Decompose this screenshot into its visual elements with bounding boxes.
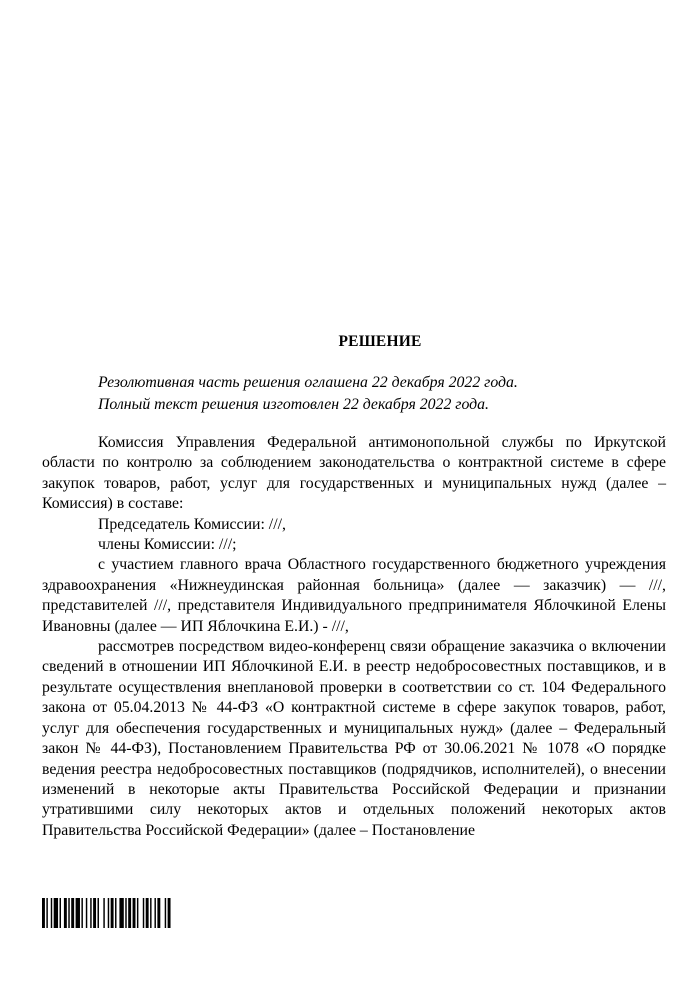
barcode-bar (71, 898, 74, 928)
barcode-bar (51, 898, 52, 928)
barcode-bar (157, 898, 160, 928)
barcode-bar (54, 898, 58, 928)
barcode-bar (46, 898, 47, 928)
barcode-bar (60, 898, 61, 928)
review-paragraph: рассмотрев посредством видео-конференц связи обращение заказчика о включении сведений в отношении ИП Яблочкиной Е.И. в реестр недобросовестных поставщиков, и в результате осуществления внеплановой проверки в соответствии со ст. 104 Федерального закона от 05.04.2013 № 44-ФЗ «О контрактной системе в сфере закупок товаров, работ, услуг для обеспечения государственных и муниципальных нужд» (далее – Федеральный закон № 44-ФЗ), Постановлением Правительства РФ от 30.06.2021 № 1078 «О порядке ведения реестра недобросовестных поставщиков (подрядчиков, исполнителей), о внесении изменений в некоторые акты Правительства Российской Федерации и признании утратившими силу некоторых актов и отдельных положений некоторых актов Правительства Российской Федерации» (далее – Постановление (42, 638, 666, 839)
barcode-bar (143, 898, 144, 928)
barcode-bar (93, 898, 96, 928)
barcode-bar (64, 898, 67, 928)
commission-paragraph: Комиссия Управления Федеральной антимонопольной службы по Иркутской области по контролю за соблюдением законодательства о контрактной системе в сфере закупок товаров, работ, услуг для государственных и муниципальных нужд (далее – Комиссия) в составе: (42, 434, 666, 513)
barcode-bar (165, 898, 166, 928)
barcode-bar (68, 898, 69, 928)
barcode-bar (125, 898, 126, 928)
barcode-bar (137, 898, 138, 928)
barcode-bar (111, 898, 114, 928)
barcode-bar (150, 898, 151, 928)
barcode-bar (90, 898, 91, 928)
barcode-bar (76, 898, 80, 928)
members-line: члены Комиссии: ///; (98, 536, 237, 554)
barcode-bar (119, 898, 123, 928)
barcode-bar (133, 898, 136, 928)
barcode-bar (42, 898, 45, 928)
barcode-bar (115, 898, 116, 928)
resolution-announcement-line: Резолютивная часть решения оглашена 22 декабря 2022 года. (98, 374, 518, 391)
document-body (42, 433, 666, 841)
barcode-bar (128, 898, 131, 928)
barcode-bar (81, 898, 82, 928)
barcode (42, 898, 172, 928)
barcode-bar (86, 898, 87, 928)
barcode-bar (154, 898, 155, 928)
chairman-line: Председатель Комиссии: ///, (98, 515, 286, 533)
barcode-bar (103, 898, 104, 928)
barcode-bar (146, 898, 149, 928)
participants-paragraph: с участием главного врача Областного государственного бюджетного учреждения здравоохранения «Нижнеудинская районная больница» (далее — заказчик) — ///, представителей ///, представителя Индивидуального предпринимателя Яблочкиной Елены Ивановны (далее — ИП Яблочкина Е.И.) - ///, (42, 556, 666, 635)
full-text-date-line: Полный текст решения изготовлен 22 декабря 2022 года. (98, 396, 489, 413)
document-title: РЕШЕНИЕ (338, 333, 422, 350)
barcode-bar (108, 898, 109, 928)
barcode-bar (168, 898, 171, 928)
barcode-bar (98, 898, 99, 928)
